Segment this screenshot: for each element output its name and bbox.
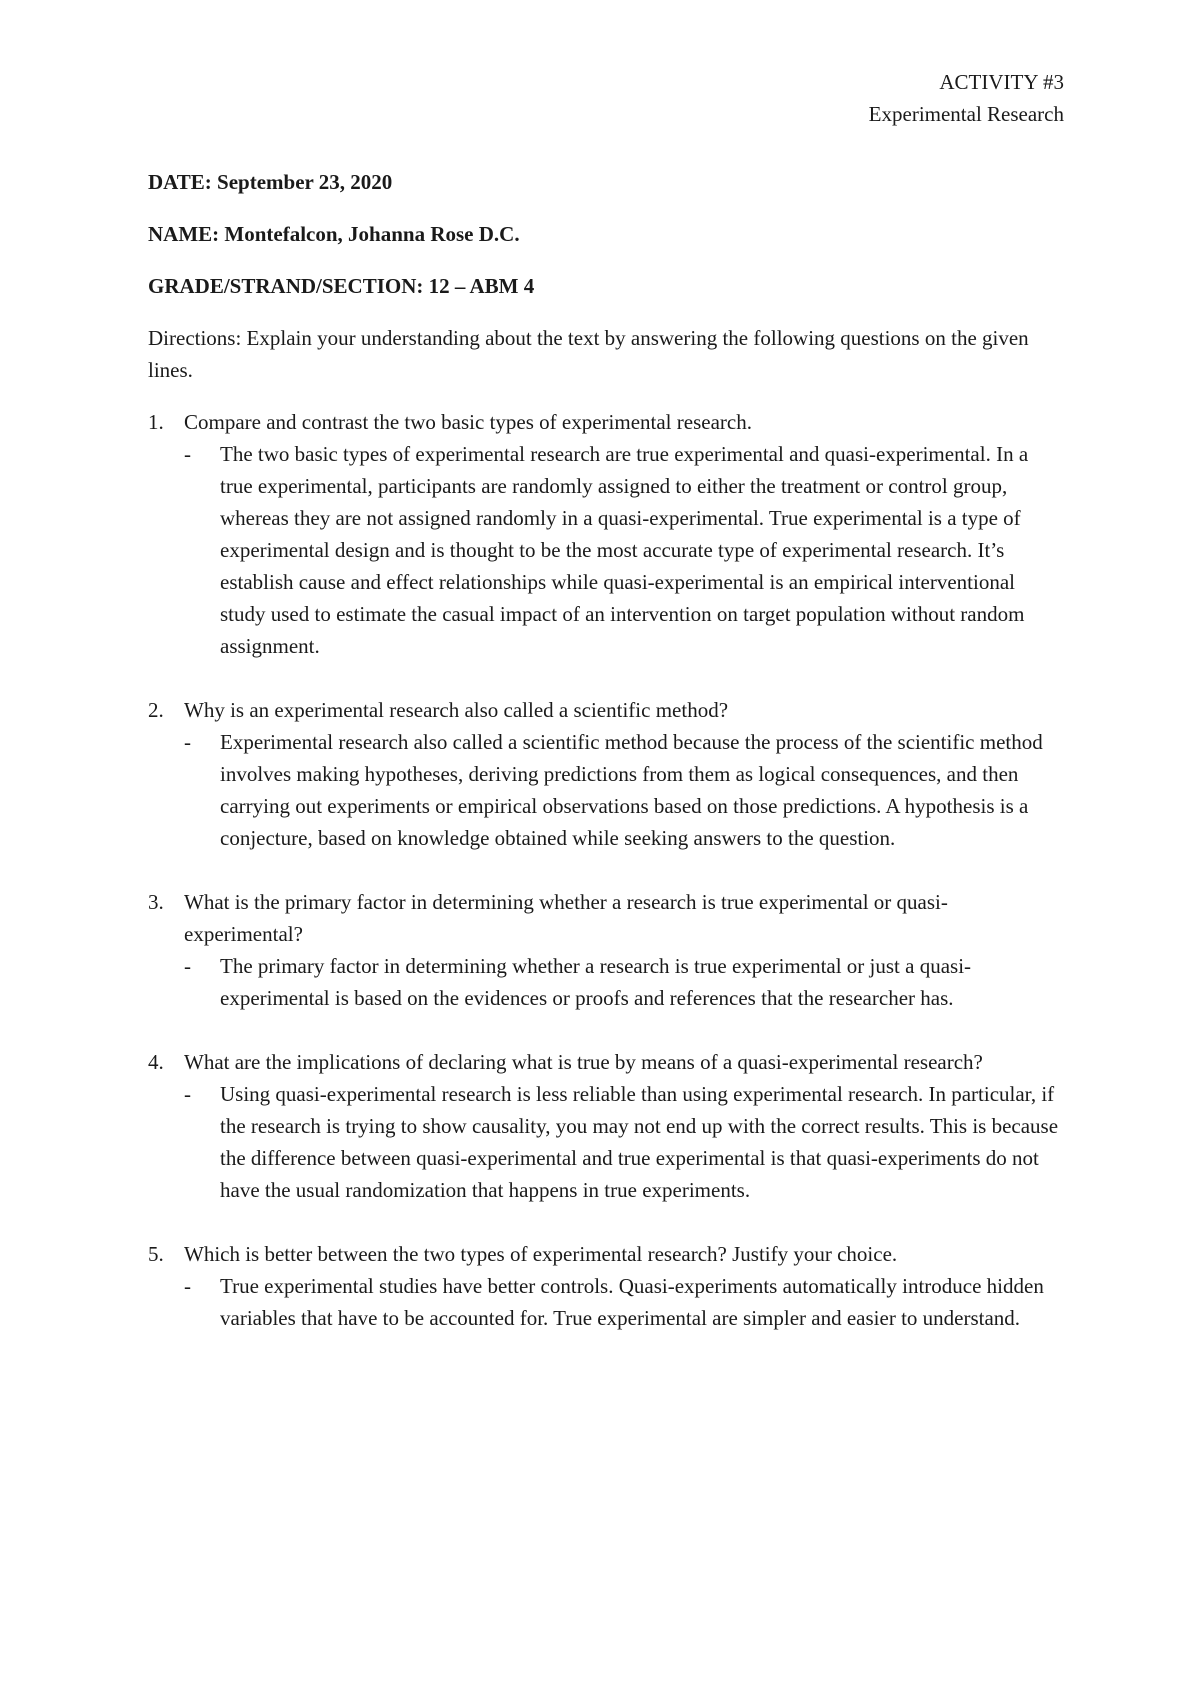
answer-text: Using quasi-experimental research is less reliable than using experimental research. In particular, if the research is trying to show causality, you may not end up with the correct results. This is because the difference between quasi-experimental and true experimental is that quasi-experiments do not have the usual randomization that happens in true experiments. <box>220 1082 1059 1202</box>
question-item-3 <box>148 886 1064 1014</box>
activity-subtitle: Experimental Research <box>868 102 1064 126</box>
answer-bullet: - <box>184 954 191 978</box>
question-list <box>148 406 1064 1334</box>
question-number: 3. <box>148 890 164 914</box>
answer-text: The two basic types of experimental research are true experimental and quasi-experimental. In a true experimental, participants are randomly assigned to either the treatment or control group, whereas they are not assigned randomly in a quasi-experimental. True experimental is a type of experimental design and is thought to be the most accurate type of experimental research. It’s establish cause and effect relationships while quasi-experimental is an empirical interventional study used to estimate the casual impact of an intervention on target population without random assignment. <box>220 442 1029 658</box>
answer-bullet: - <box>184 1082 191 1106</box>
answer-bullet: - <box>184 1274 191 1298</box>
question-number: 2. <box>148 698 164 722</box>
question-text: What are the implications of declaring what is true by means of a quasi-experimental research? <box>184 1050 983 1074</box>
question-text: Which is better between the two types of experimental research? Justify your choice. <box>184 1242 898 1266</box>
answer-bullet: - <box>184 442 191 466</box>
question-text: Why is an experimental research also called a scientific method? <box>184 698 729 722</box>
answer-block <box>184 726 1064 854</box>
answer-block <box>184 1078 1064 1206</box>
question-number: 4. <box>148 1050 164 1074</box>
question-item-1 <box>148 406 1064 662</box>
question-text: What is the primary factor in determining whether a research is true experimental or quasi-experimental? <box>184 890 948 946</box>
question-item-4 <box>148 1046 1064 1206</box>
question-item-5 <box>148 1238 1064 1334</box>
answer-block <box>184 438 1064 662</box>
name-line: NAME: Montefalcon, Johanna Rose D.C. <box>148 222 520 246</box>
document-page <box>148 66 1064 1366</box>
date-line: DATE: September 23, 2020 <box>148 170 393 194</box>
answer-text: True experimental studies have better controls. Quasi-experiments automatically introduce hidden variables that have to be accounted for. True experimental are simpler and easier to understand. <box>220 1274 1044 1330</box>
question-number: 5. <box>148 1242 164 1266</box>
activity-title: ACTIVITY #3 <box>939 70 1064 94</box>
question-number: 1. <box>148 410 164 434</box>
question-text: Compare and contrast the two basic types of experimental research. <box>184 410 752 434</box>
answer-text: The primary factor in determining whether a research is true experimental or just a quasi-experimental is based on the evidences or proofs and references that the researcher has. <box>220 954 972 1010</box>
grade-line: GRADE/STRAND/SECTION: 12 – ABM 4 <box>148 274 535 298</box>
answer-text: Experimental research also called a scientific method because the process of the scientific method involves making hypotheses, deriving predictions from them as logical consequences, and then carrying out experiments or empirical observations based on those predictions. A hypothesis is a conjecture, based on knowledge obtained while seeking answers to the question. <box>220 730 1043 850</box>
question-item-2 <box>148 694 1064 854</box>
answer-block <box>184 950 1064 1014</box>
answer-block <box>184 1270 1064 1334</box>
document-header <box>148 66 1064 130</box>
answer-bullet: - <box>184 730 191 754</box>
directions-text: Directions: Explain your understanding about the text by answering the following questions on the given lines. <box>148 326 1029 382</box>
